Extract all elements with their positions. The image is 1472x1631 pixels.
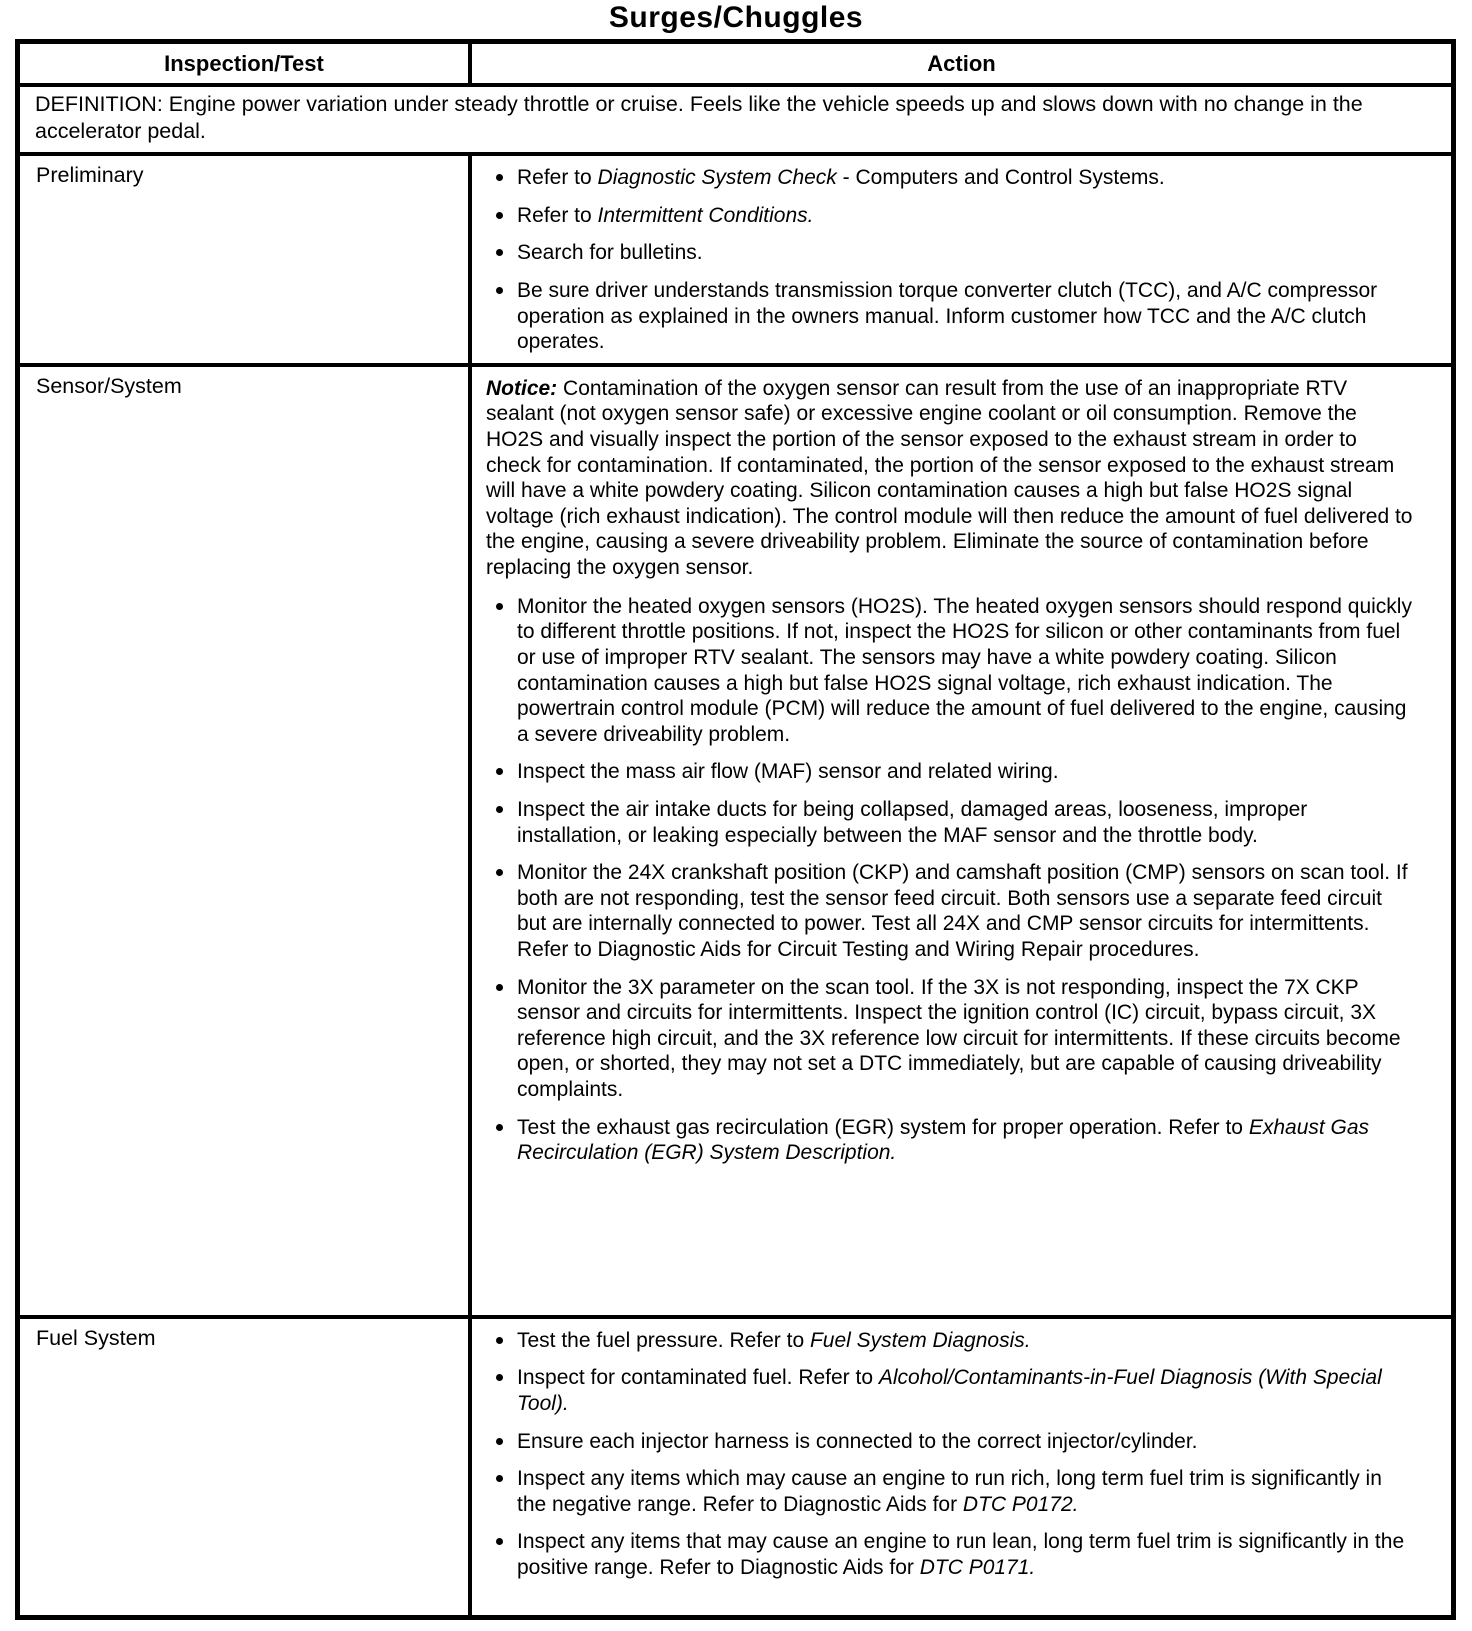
table-body [20, 156, 1451, 1615]
text-run: Inspect for contaminated fuel. Refer to [517, 1366, 879, 1390]
text-run: Inspect any items that may cause an engine to run lean, long term fuel trim is significantly in the positive range. Refer to Diagnostic Aids for [517, 1530, 1405, 1580]
text-run: DTC P0172. [962, 1492, 1079, 1516]
table-header-row [20, 44, 1451, 87]
text-run: Notice: [486, 376, 558, 400]
inspection-test-cell: Fuel System [20, 1319, 472, 1615]
notice-paragraph [486, 376, 1413, 581]
action-bullet-item [486, 1529, 1413, 1580]
text-run: Diagnostic System Check [597, 166, 837, 190]
action-cell [472, 367, 1451, 1315]
text-run: - Computers and Control Systems. [836, 166, 1165, 190]
header-action: Action [927, 51, 996, 76]
text-run: Inspect the mass air flow (MAF) sensor and related wiring. [517, 760, 1059, 784]
text-run: Ensure each injector harness is connected to the correct injector/cylinder. [517, 1429, 1198, 1453]
text-run: Inspect the air intake ducts for being collapsed, damaged areas, looseness, improper installation, or leaking especially between the MAF sensor and the throttle body. [517, 797, 1308, 847]
action-cell [472, 1319, 1451, 1615]
table-row [20, 1319, 1451, 1615]
action-bullet-item [486, 860, 1413, 962]
action-bullet-item [486, 240, 1413, 266]
action-bullet-item [486, 1328, 1413, 1354]
action-bullet-item [486, 759, 1413, 785]
diagnostic-table [15, 39, 1456, 1620]
action-bullet-item [486, 1429, 1413, 1455]
action-bullet-item [486, 1466, 1413, 1517]
text-run: Test the fuel pressure. Refer to [517, 1328, 810, 1352]
page-title: Surges/Chuggles [608, 1, 864, 34]
action-bullet-item [486, 594, 1413, 748]
action-bullet-list [486, 594, 1413, 1166]
action-bullet-item [486, 203, 1413, 229]
action-bullet-list [486, 165, 1413, 355]
text-run: Fuel System Diagnosis. [809, 1328, 1031, 1352]
text-run: Intermittent Conditions. [597, 203, 814, 227]
action-bullet-item [486, 975, 1413, 1103]
action-bullet-item [486, 278, 1413, 355]
text-run: Refer to [517, 203, 598, 227]
text-run: Monitor the 3X parameter on the scan tool. If the 3X is not responding, inspect the 7X CKP sensor and circuits for intermittents. Inspect the ignition control (IC) circuit, bypass circuit, 3X reference high circuit, and the 3X reference low circuit for intermittents. If these circuits become open, or shorted, they may not set a DTC immediately, but are capable of causing driveability complaints. [517, 975, 1401, 1102]
action-cell [472, 156, 1451, 363]
text-run: Test the exhaust gas recirculation (EGR) system for proper operation. Refer to [517, 1115, 1249, 1139]
text-run: Search for bulletins. [517, 241, 703, 265]
text-run: Exhaust Gas Recirculation (EGR) System Description. [517, 1115, 1370, 1165]
action-bullet-list [486, 1328, 1413, 1581]
action-bullet-item [486, 165, 1413, 191]
action-bullet-item [486, 797, 1413, 848]
table-row [20, 367, 1451, 1319]
table-row [20, 156, 1451, 367]
inspection-test-cell: Sensor/System [20, 367, 472, 1315]
inspection-test-cell: Preliminary [20, 156, 472, 363]
text-run: Contamination of the oxygen sensor can result from the use of an inappropriate RTV sealant (not oxygen sensor safe) or excessive engine coolant or oil consumption. Remove the HO2S and visually inspect the portion of the sensor exposed to the exhaust stream in order to check for contamination. If contaminated, the portion of the sensor exposed to the exhaust stream will have a white powdery coating. Silicon contamination causes a high but false HO2S signal voltage (rich exhaust indication). The control module will then reduce the amount of fuel delivered to the engine, causing a severe driveability problem. Eliminate the source of contamination before replacing the oxygen sensor. [486, 376, 1413, 580]
header-inspection-test: Inspection/Test [20, 44, 472, 83]
definition-row: DEFINITION: Engine power variation under steady throttle or cruise. Feels like the vehicle speeds up and slows down with no change in the accelerator pedal. [20, 87, 1451, 156]
text-run: Be sure driver understands transmission torque converter clutch (TCC), and A/C compressor operation as explained in the owners manual. Inform customer how TCC and the A/C clutch operates. [517, 278, 1378, 354]
text-run: Alcohol/Contaminants-in-Fuel Diagnosis (With Special Tool). [517, 1366, 1382, 1416]
action-bullet-item [486, 1365, 1413, 1416]
text-run: Refer to [517, 166, 598, 190]
text-run: Inspect any items which may cause an engine to run rich, long term fuel trim is significantly in the negative range. Refer to Diagnostic Aids for [517, 1467, 1382, 1516]
text-run: Monitor the heated oxygen sensors (HO2S). The heated oxygen sensors should respond quickly to different throttle positions. If not, inspect the HO2S for silicon or other contaminants from fuel or use of improper RTV sealant. The sensors may have a white powdery coating. Silicon contamination causes a high but false HO2S signal voltage, rich exhaust indication. The powertrain control module (PCM) will reduce the amount of fuel delivered to the engine, causing a severe driveability problem. [517, 594, 1412, 746]
text-run: DTC P0171. [919, 1556, 1036, 1580]
action-bullet-item [486, 1115, 1413, 1166]
text-run: Monitor the 24X crankshaft position (CKP) and camshaft position (CMP) sensors on scan tool. If both are not responding, test the sensor feed circuit. Both sensors use a separate feed circuit but are internally connected to power. Test all 24X and CMP sensor circuits for intermittents. Refer to Diagnostic Aids for Circuit Testing and Wiring Repair procedures. [517, 861, 1408, 961]
